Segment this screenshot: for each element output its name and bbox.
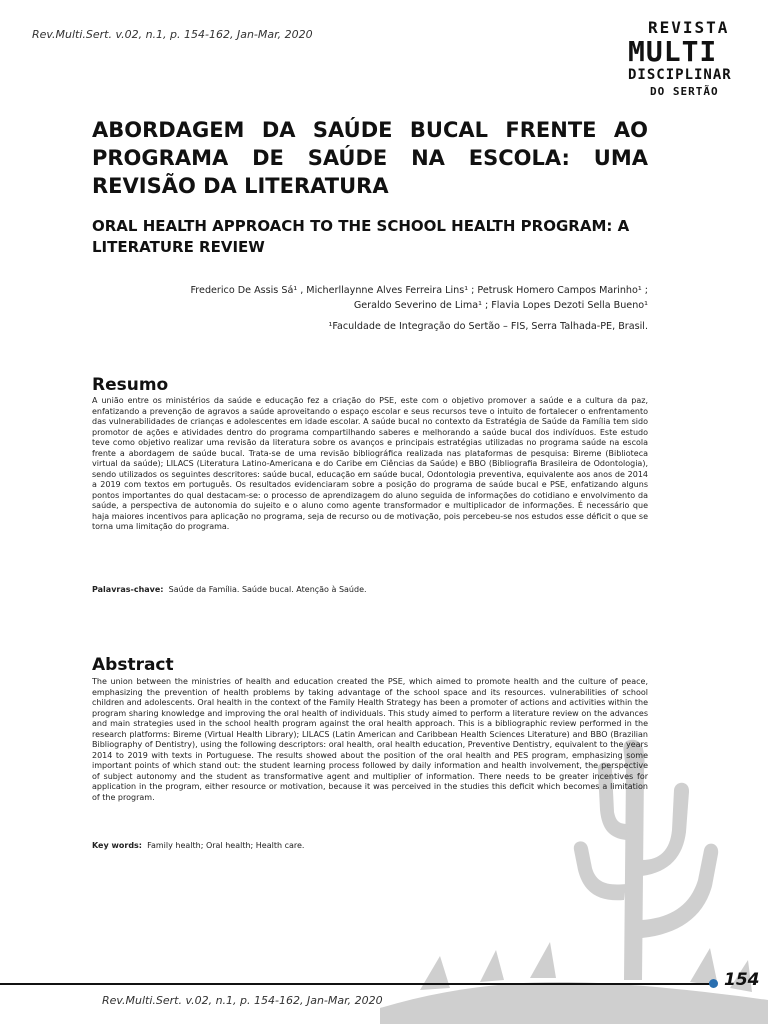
- journal-logo: [628, 20, 748, 97]
- logo-line-do-sertao: DO SERTÃO: [650, 85, 719, 98]
- authors-line-1: Frederico De Assis Sá¹ , Micherllaynne Alves Ferreira Lins¹ ; Petrusk Homero Campos Marinho¹ ;: [190, 285, 648, 296]
- keywords-en-values: Family health; Oral health; Health care.: [147, 841, 305, 850]
- keywords-pt: [92, 585, 648, 594]
- keywords-pt-label: Palavras-chave:: [92, 585, 164, 594]
- footer-rule: [0, 983, 716, 985]
- abstract-body: The union between the ministries of health and education created the PSE, which aimed to promote health and the culture of peace, emphasizing the prevention of health problems by taking advantage of the school space and its resources. vulnerabilities of school children and adolescents. Oral health in the context of the Family Health Strategy has been a promoter of actions and activities within the program sharing knowledge and improving the oral health of individuals. This study aimed to perform a literature review on the advances and main strategies used in the school health program against the oral health approach. This is a bibliographic review performed in the research platforms: Bireme (Virtual Health Library); LILACS (Latin American and Caribbean Health Sciences Literature) and BBO (Brazilian Bibliography of Dentistry), using the following descriptors: oral health, oral health education, Preventive Dentistry, equivalent to the years 2014 to 2019 with texts in Portuguese. The results showed about the position of the oral health and PES program, emphasizing some important points of which stand out: the student learning process followed by daily information and health involvement, the perspective of subject autonomy and the student as transformative agent and multiplier of information. There needs to be greater incentives for application in the program, either resource or motivation, because it was perceived in the studies this deficit which becomes a limitation of the program.: [92, 677, 648, 802]
- logo-line-disciplinar: DISCIPLINAR: [628, 67, 732, 83]
- authors-line-2: Geraldo Severino de Lima¹ ; Flavia Lopes Dezoti Sella Bueno¹: [353, 300, 648, 311]
- keywords-pt-values: Saúde da Família. Saúde bucal. Atenção à Saúde.: [168, 585, 367, 594]
- resumo-body: A união entre os ministérios da saúde e educação fez a criação do PSE, este com o objetivo promover a saúde e a cultura da paz, enfatizando a prevenção de agravos a saúde aproveitando o espaço escolar e seus recursos teve o intuito de fortalecer o enfrentamento das vulnerabilidades de crianças e adolescentes em idade escolar. A saúde bucal no contexto da Estratégia de Saúde da Família tem sido promotor de ações e atividades dentro do programa compartilhando saberes e melhorando a saúde bucal dos indivíduos. Este estudo teve como objetivo realizar uma revisão da literatura sobre os avanços e principais estratégias utilizadas no programa saúde na escola frente a abordagem de saúde bucal. Trata-se de uma revisão bibliográfica realizada nas plataformas de pesquisa: Bireme (Biblioteca virtual da saúde); LILACS (Literatura Latino-Americana e do Caribe em Ciências da Saúde) e BBO (Bibliografia Brasileira de Odontologia), sendo utilizados os seguintes descritores: saúde bucal, educação em saúde bucal, Odontologia preventiva, equivalente aos anos de 2014 a 2019 com textos em português. Os resultados evidenciaram sobre a posição do programa de saúde bucal e PSE, enfatizando alguns pontos importantes do qual destacam-se: o processo de aprendizagem do aluno seguida de informações do cotidiano e envolvimento da saúde, a perspectiva de autonomia do sujeito e o aluno como agente transformador e multiplicador de informações. É necessário que haja maiores incentivos para aplicação no programa, seja de recurso ou de motivação, pois percebeu-se nos estudos esse déficit o que se torna uma limitação do programa.: [92, 396, 648, 531]
- footer-dot-icon: [709, 979, 718, 988]
- resumo-heading: Resumo: [92, 375, 169, 395]
- footer-citation: Rev.Multi.Sert. v.02, n.1, p. 154-162, Jan-Mar, 2020: [102, 994, 383, 1007]
- header-citation: Rev.Multi.Sert. v.02, n.1, p. 154-162, Jan-Mar, 2020: [32, 28, 313, 41]
- affiliation: ¹Faculdade de Integração do Sertão – FIS, Serra Talhada-PE, Brasil.: [328, 321, 648, 332]
- keywords-en: [92, 841, 648, 850]
- article-title-pt: ABORDAGEM DA SAÚDE BUCAL FRENTE AO PROGRAMA DE SAÚDE NA ESCOLA: UMA REVISÃO DA LITERATURA: [92, 118, 648, 198]
- page-number: 154: [724, 970, 760, 990]
- abstract-heading: Abstract: [92, 655, 174, 675]
- author-list: [92, 283, 648, 313]
- article-title-en: ORAL HEALTH APPROACH TO THE SCHOOL HEALTH PROGRAM: A LITERATURE REVIEW: [92, 217, 630, 256]
- logo-line-revista: REVISTA: [648, 18, 730, 37]
- logo-line-multi: MULTI: [628, 35, 718, 68]
- keywords-en-label: Key words:: [92, 841, 143, 850]
